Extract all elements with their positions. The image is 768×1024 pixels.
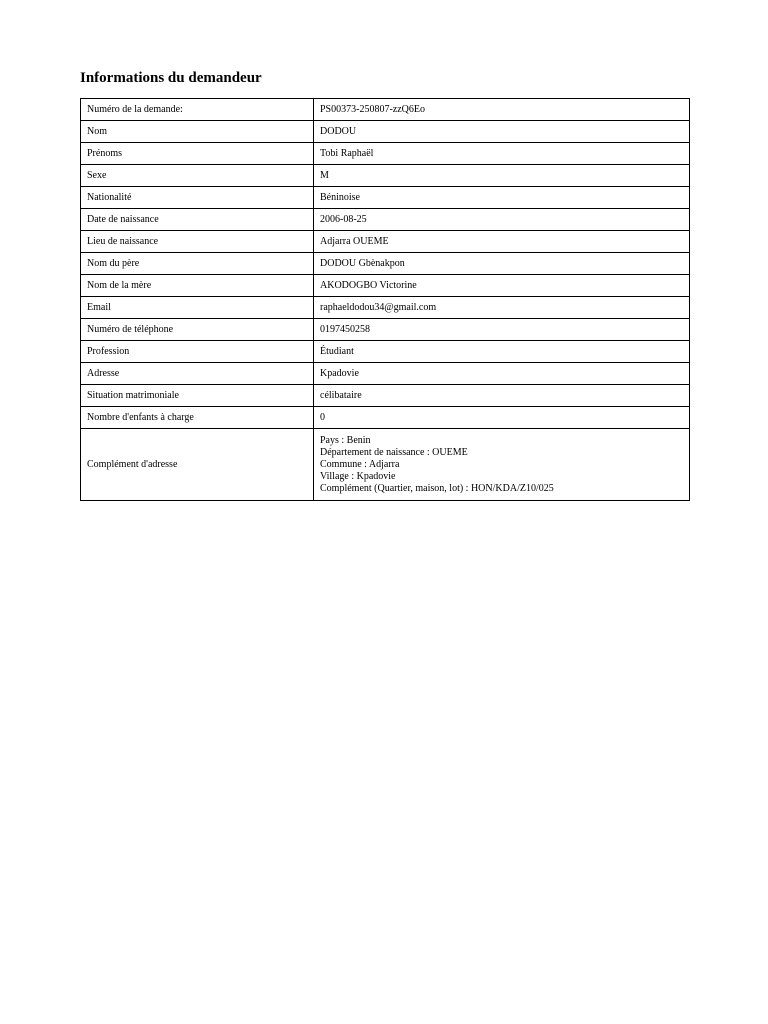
- row-value: PS00373-250807-zzQ6Eo: [314, 99, 690, 121]
- page-title: Informations du demandeur: [80, 70, 262, 86]
- table-row-complement: [81, 429, 690, 501]
- table-row: [81, 297, 690, 319]
- row-label: Nombre d'enfants à charge: [81, 407, 314, 429]
- table-row: [81, 341, 690, 363]
- row-value: Béninoise: [314, 187, 690, 209]
- row-label: Nationalité: [81, 187, 314, 209]
- table-row: [81, 385, 690, 407]
- table-row: [81, 231, 690, 253]
- row-label: Nom de la mère: [81, 275, 314, 297]
- table-row: [81, 363, 690, 385]
- row-label: Numéro de téléphone: [81, 319, 314, 341]
- table-row: [81, 319, 690, 341]
- complement-line: Complément (Quartier, maison, lot) : HON/KDA/Z10/025: [320, 482, 554, 494]
- complement-line: Village : Kpadovie: [320, 470, 396, 482]
- row-label: Adresse: [81, 363, 314, 385]
- table-row: [81, 121, 690, 143]
- row-value: AKODOGBO Victorine: [314, 275, 690, 297]
- table-row: [81, 165, 690, 187]
- row-label: Nom du père: [81, 253, 314, 275]
- complement-label: Complément d'adresse: [81, 429, 314, 501]
- row-value: 2006-08-25: [314, 209, 690, 231]
- complement-line: Commune : Adjarra: [320, 458, 400, 470]
- row-value: Kpadovie: [314, 363, 690, 385]
- row-label: Email: [81, 297, 314, 319]
- row-label: Numéro de la demande:: [81, 99, 314, 121]
- row-value: raphaeldodou34@gmail.com: [314, 297, 690, 319]
- complement-value: [314, 429, 690, 501]
- table-row: [81, 143, 690, 165]
- row-value: DODOU Gbènakpon: [314, 253, 690, 275]
- row-value: Adjarra OUEME: [314, 231, 690, 253]
- row-value: M: [314, 165, 690, 187]
- row-value: DODOU: [314, 121, 690, 143]
- row-value: célibataire: [314, 385, 690, 407]
- complement-line: Département de naissance : OUEME: [320, 446, 468, 458]
- row-label: Sexe: [81, 165, 314, 187]
- table-row: [81, 407, 690, 429]
- row-value: 0: [314, 407, 690, 429]
- table-row: [81, 187, 690, 209]
- row-label: Situation matrimoniale: [81, 385, 314, 407]
- complement-line: Pays : Benin: [320, 434, 371, 446]
- row-label: Profession: [81, 341, 314, 363]
- table-row: [81, 99, 690, 121]
- row-value: Tobi Raphaël: [314, 143, 690, 165]
- applicant-info-table: [80, 98, 690, 501]
- row-label: Prénoms: [81, 143, 314, 165]
- row-label: Lieu de naissance: [81, 231, 314, 253]
- row-value: 0197450258: [314, 319, 690, 341]
- row-value: Étudiant: [314, 341, 690, 363]
- table-row: [81, 209, 690, 231]
- row-label: Nom: [81, 121, 314, 143]
- table-row: [81, 275, 690, 297]
- row-label: Date de naissance: [81, 209, 314, 231]
- table-row: [81, 253, 690, 275]
